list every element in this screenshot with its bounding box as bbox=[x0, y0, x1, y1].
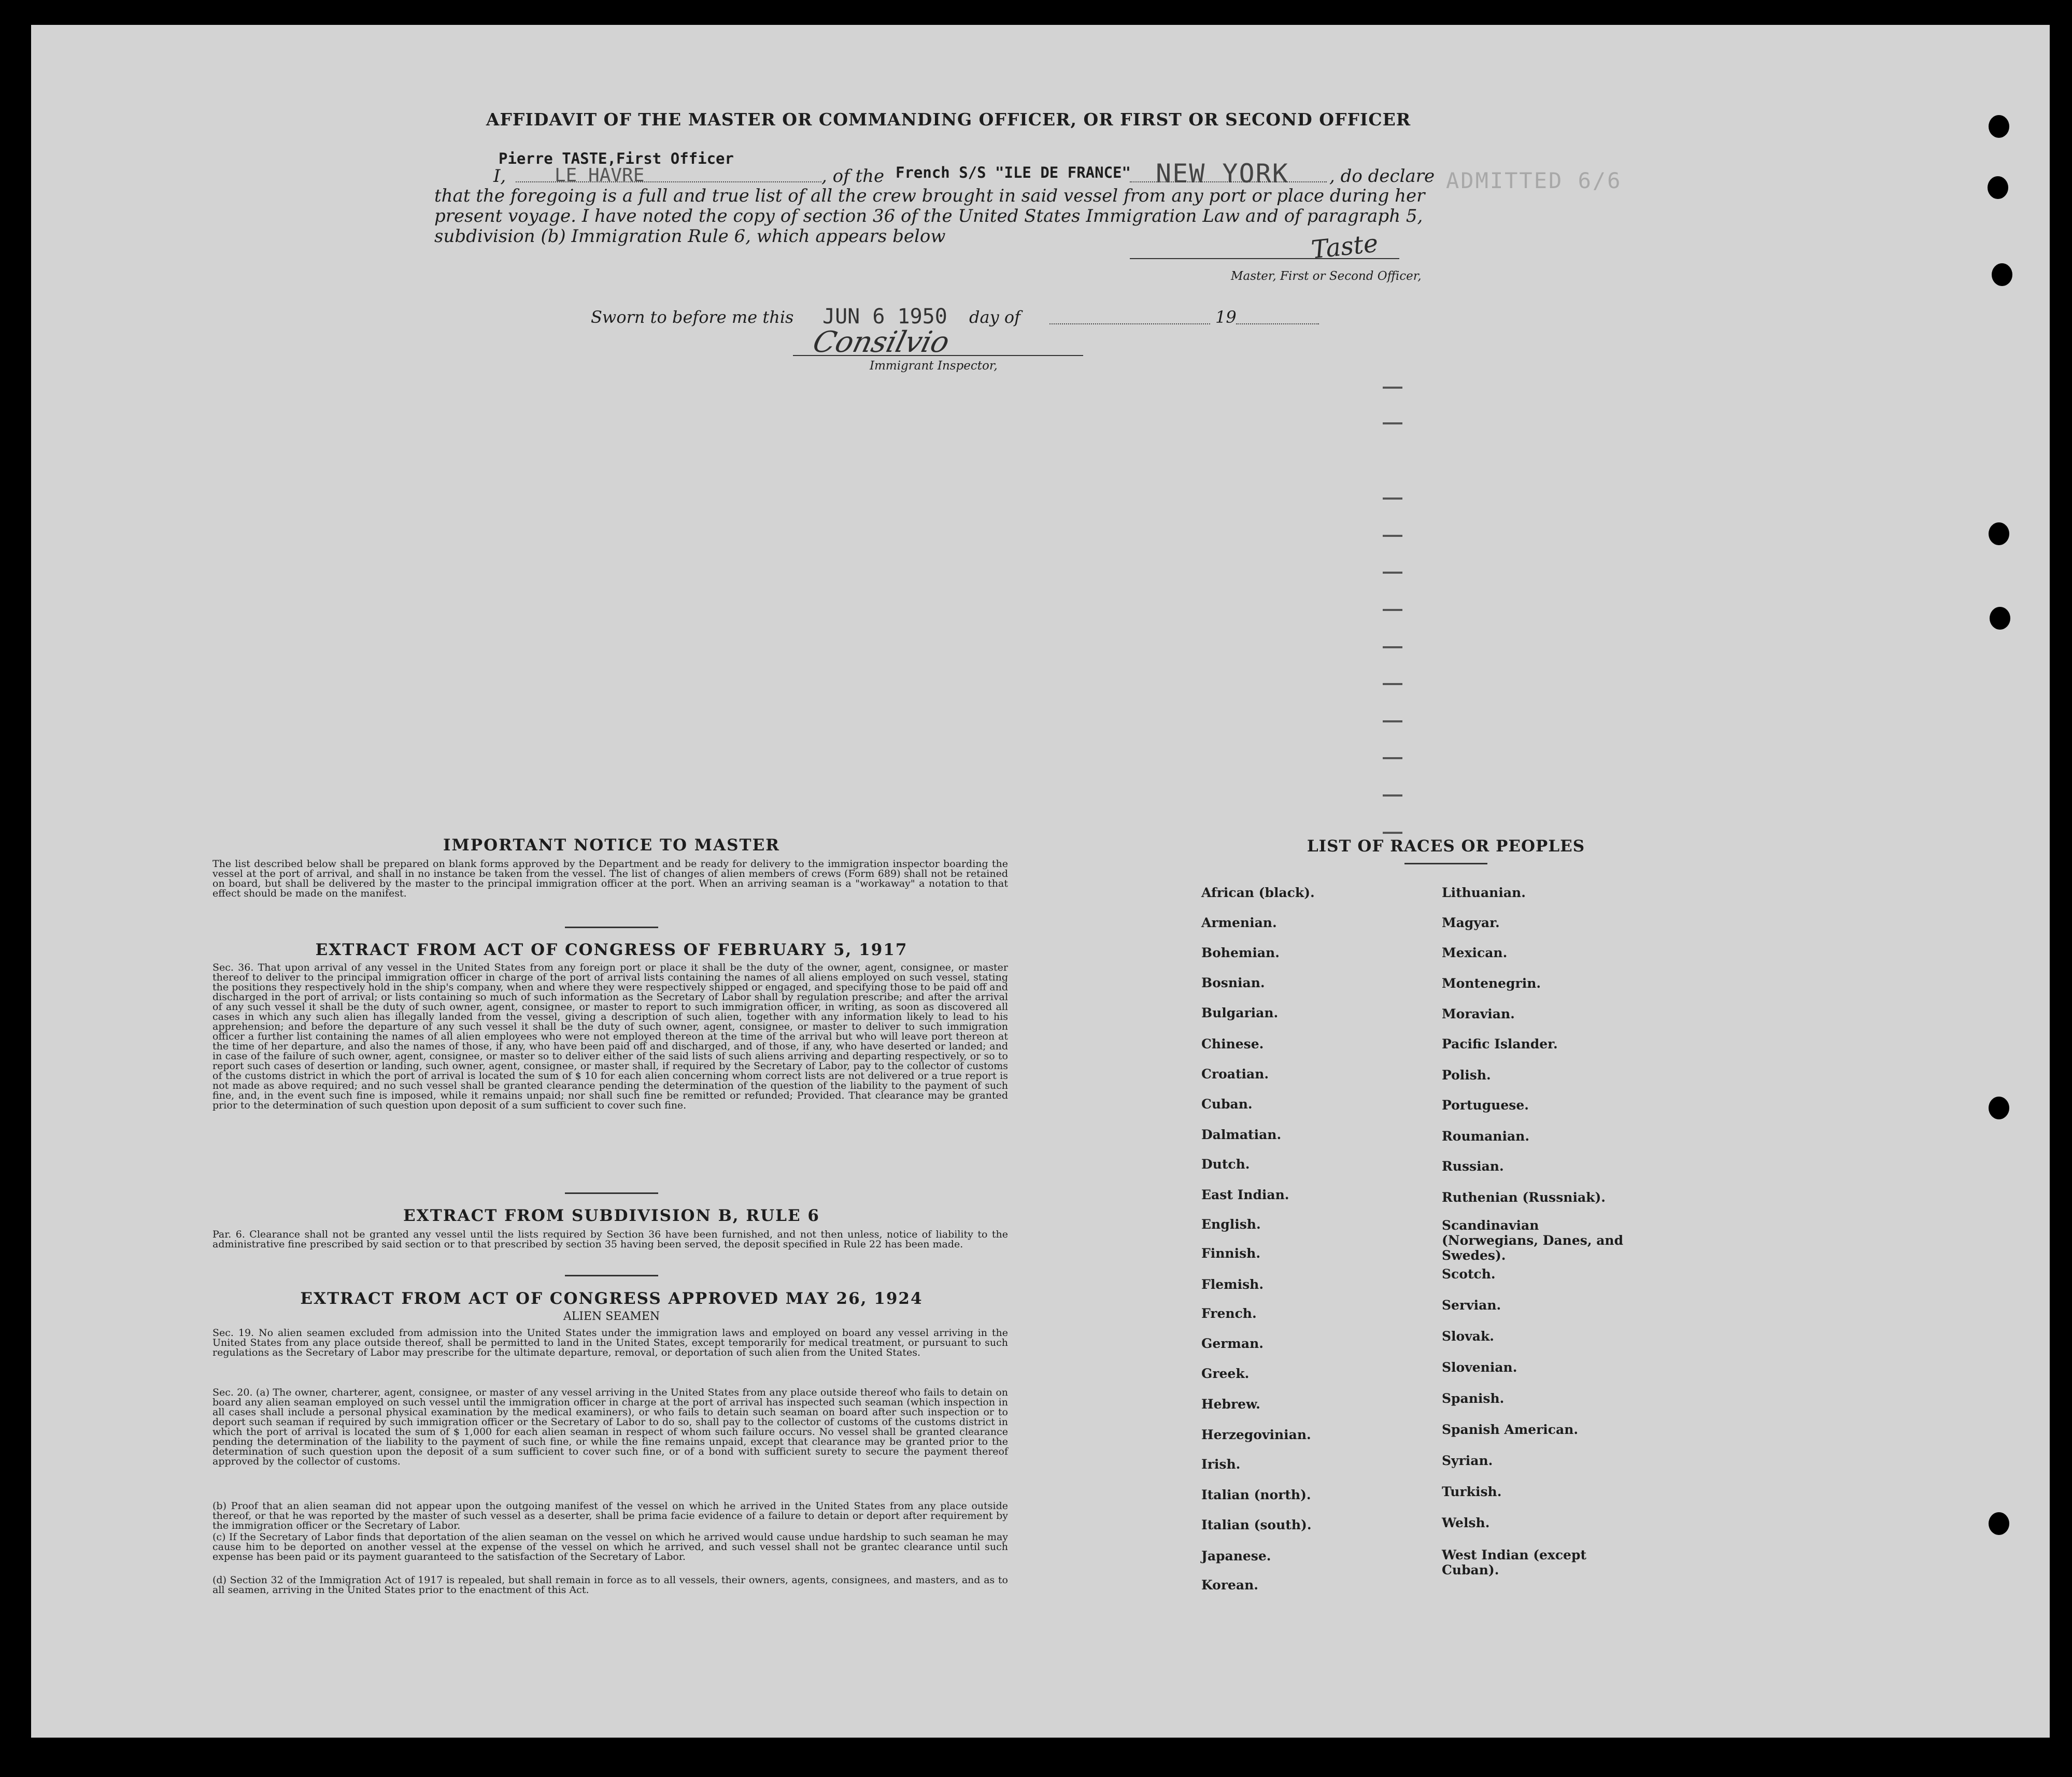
binder-hole bbox=[1988, 176, 2008, 199]
sec20a-text: Sec. 20. (a) The owner, charterer, agent, consignee, or master of any vessel arriving in the United States from any place outside thereof who fails to detain on board any alien seaman employed on such vessel until the immigration officer in charge at the port of arrival has inspected such seaman (which inspection in all cases shall include a personal physical examination by the medical examiners), or who fails to detain such seaman on board after such inspection or to deport such seaman if required by such immigration officer or the Secretary of Labor to do so, shall pay to the collector of customs of the customs district in which the port of arrival is located the sum of $ 1,000 for each alien seaman in respect of whom such failure occurs. No vessel shall be granted clearance pending the determination of the liability to the payment of such fine, or while the fine remains unpaid, except that clearance may be granted prior to the determination of such question upon the deposit of a sum sufficient to cover such fine, or of a bond with sufficient surety to secure the payment thereof approved by the collector of customs. bbox=[212, 1387, 1008, 1467]
race-item: Slovak. bbox=[1442, 1329, 1494, 1344]
race-item: Spanish American. bbox=[1442, 1422, 1579, 1437]
race-item: German. bbox=[1201, 1336, 1264, 1351]
race-item: Finnish. bbox=[1201, 1246, 1261, 1261]
section-rule bbox=[565, 1275, 658, 1276]
faint-dash bbox=[1383, 497, 1402, 500]
races-title: LIST OF RACES OR PEOPLES bbox=[1307, 837, 1585, 856]
destination-stamp: NEW YORK bbox=[1156, 159, 1289, 189]
race-item: Portuguese. bbox=[1442, 1098, 1529, 1113]
race-item: Japanese. bbox=[1201, 1548, 1271, 1563]
binder-hole bbox=[1990, 607, 2010, 630]
race-item: Chinese. bbox=[1201, 1036, 1264, 1051]
race-item: French. bbox=[1201, 1306, 1257, 1321]
notice-title: IMPORTANT NOTICE TO MASTER bbox=[443, 836, 780, 855]
declaration-line: present voyage. I have noted the copy of section 36 of the United States Immigration Law and of paragraph 5, bbox=[434, 206, 1423, 226]
year-line bbox=[1236, 323, 1319, 324]
binder-hole bbox=[1989, 1097, 2009, 1119]
inspector-caption: Immigrant Inspector, bbox=[870, 359, 998, 373]
race-item: Moravian. bbox=[1442, 1006, 1515, 1021]
faint-dash bbox=[1383, 387, 1402, 389]
race-item: English. bbox=[1201, 1217, 1261, 1232]
typed-officer-name: Pierre TASTE,First Officer bbox=[499, 150, 734, 167]
race-item: Italian (north). bbox=[1201, 1487, 1311, 1502]
race-item: Pacific Islander. bbox=[1442, 1036, 1558, 1051]
month-line bbox=[1049, 323, 1210, 324]
signature-line bbox=[1130, 258, 1399, 259]
of-the-text: , of the bbox=[821, 166, 885, 187]
race-item: Polish. bbox=[1442, 1068, 1491, 1083]
race-item: Bohemian. bbox=[1201, 945, 1280, 960]
faint-dash bbox=[1383, 683, 1402, 685]
race-item: Croatian. bbox=[1201, 1067, 1269, 1082]
faint-dash bbox=[1383, 572, 1402, 574]
year-prefix: 19 bbox=[1215, 307, 1237, 327]
binder-hole bbox=[1989, 1512, 2009, 1535]
section-rule bbox=[1404, 863, 1487, 864]
race-item: Dutch. bbox=[1201, 1157, 1250, 1172]
declaration-line: subdivision (b) Immigration Rule 6, which appears below bbox=[434, 226, 946, 247]
race-item: Spanish. bbox=[1442, 1391, 1505, 1406]
sworn-date-stamp: JUN 6 1950 bbox=[822, 305, 947, 329]
race-item: Slovenian. bbox=[1442, 1360, 1517, 1375]
sworn-text: Sworn to before me this bbox=[591, 307, 794, 327]
inspector-signature: Consilvio bbox=[809, 325, 953, 359]
declaration-line: that the foregoing is a full and true list of all the crew brought in said vessel from any port or place during her bbox=[434, 186, 1425, 206]
section-rule bbox=[565, 1192, 658, 1194]
race-item: Lithuanian. bbox=[1442, 885, 1526, 900]
extract-1924-title: EXTRACT FROM ACT OF CONGRESS APPROVED MAY 26, 1924 bbox=[300, 1289, 923, 1308]
race-item: Dalmatian. bbox=[1201, 1127, 1282, 1142]
faint-dash bbox=[1383, 832, 1402, 834]
race-item: Magyar. bbox=[1442, 915, 1500, 930]
affidavit-heading: AFFIDAVIT OF THE MASTER OR COMMANDING OFFICER, OR FIRST OR SECOND OFFICER bbox=[486, 109, 1411, 130]
race-item: Montenegrin. bbox=[1442, 976, 1541, 991]
race-item: Scandinavian (Norwegians, Danes, and Swedes). bbox=[1442, 1218, 1624, 1263]
race-item: Syrian. bbox=[1442, 1453, 1493, 1468]
rule6-title: EXTRACT FROM SUBDIVISION B, RULE 6 bbox=[403, 1206, 820, 1225]
sec19-text: Sec. 19. No alien seamen excluded from admission into the United States under the immigration laws and employed on board any vessel arriving in the United States from any place outside thereof, shall be permitted to land in the United States, except temporarily for medical treatment, or pursuant to such regulations as the Secretary of Labor may prescribe for the ultimate departure, removal, or deportation of such alien from the United States. bbox=[212, 1327, 1008, 1358]
race-item: African (black). bbox=[1201, 885, 1315, 900]
sec20b-text: (b) Proof that an alien seaman did not appear upon the outgoing manifest of the vessel on which he arrived in the United States from any place outside thereof, or that he was reported by the master of such vessel as a deserter, shall be prima facie evidence of a failure to detain or deport after requirement by the immigration officer or the Secretary of Labor. bbox=[212, 1500, 1008, 1531]
race-item: Italian (south). bbox=[1201, 1517, 1312, 1532]
race-item: Herzegovinian. bbox=[1201, 1427, 1311, 1442]
place-line bbox=[1130, 181, 1327, 182]
race-item: West Indian (except Cuban). bbox=[1442, 1547, 1586, 1577]
rule6-body: Par. 6. Clearance shall not be granted any vessel until the lists required by Section 36 have been furnished, and not then unless, notice of liability to the administrative fine prescribed by said section or to that prescribed by section 35 having been served, the deposit specified in Rule 22 has been made. bbox=[212, 1229, 1008, 1250]
race-item: Scotch. bbox=[1442, 1267, 1496, 1282]
race-item: Hebrew. bbox=[1201, 1397, 1260, 1412]
binder-hole bbox=[1989, 115, 2009, 138]
extract-1924-subtitle: ALIEN SEAMEN bbox=[563, 1310, 660, 1323]
race-item: Mexican. bbox=[1442, 945, 1508, 960]
race-item: Armenian. bbox=[1201, 915, 1277, 930]
faint-dash bbox=[1383, 757, 1402, 759]
do-declare-text: , do declare bbox=[1329, 166, 1435, 187]
race-item: Korean. bbox=[1201, 1577, 1259, 1593]
officer-signature: Taste bbox=[1310, 229, 1380, 265]
inspector-line bbox=[793, 355, 1083, 356]
faint-dash bbox=[1383, 794, 1402, 797]
race-item: Flemish. bbox=[1201, 1277, 1264, 1292]
port-stamp: LE HAVRE bbox=[555, 165, 645, 186]
faint-admitted-stamp: ADMITTED 6/6 bbox=[1446, 168, 1622, 193]
day-of-text: day of bbox=[969, 307, 1020, 327]
race-item: East Indian. bbox=[1201, 1187, 1289, 1202]
race-item: Bulgarian. bbox=[1201, 1005, 1279, 1020]
sec20c-text: (c) If the Secretary of Labor finds that deportation of the alien seaman on the vessel on which he arrived would cause undue hardship to such seaman he may cause him to be deported on another vessel at the expense of the vessel on which he arrived, and such vessel shall not be grantec clearance until such expense has been paid or its payment guaranteed to the satisfaction of the Secretary of Labor. bbox=[212, 1531, 1008, 1562]
race-item: Greek. bbox=[1201, 1366, 1250, 1381]
extract-1917-title: EXTRACT FROM ACT OF CONGRESS OF FEBRUARY 5, 1917 bbox=[315, 941, 908, 959]
faint-dash bbox=[1383, 609, 1402, 611]
extract-1917-body: Sec. 36. That upon arrival of any vessel in the United States from any foreign port or place it shall be the duty of the owner, agent, consignee, or master thereof to deliver to the principal immigration officer in charge of the port of arrival lists containing the names of all aliens employed on such vessel, stating the positions they respectively hold in the ship's company, when and where they were respectively shipped or engaged, and specifying those to be paid off and discharged in the port of arrival; or lists containing so much of such information as the Secretary of Labor shall by regulation prescribe; and after the arrival of any such vessel it shall be the duty of such owner, agent, consignee, or master to report to such immigration officer, in writing, as soon as discovered all cases in which any such alien has illegally landed from the vessel, giving a description of such alien, together with any information likely to lead to his apprehension; and before the departure of any such vessel it shall be the duty of such owner, agent, consignee, or master to deliver to such immigration officer a further list containing the names of all alien employees who were not employed thereon at the time of the arrival but who will leave port thereon at the time of her departure, and also the names of those, if any, who have been paid off and discharged, and of those, if any, who have deserted or landed; and in case of the failure of such owner, agent, consignee, or master so to deliver either of the said lists of such aliens arriving and departing respectively, or so to report such cases of desertion or landing, such owner, agent, consignee, or master shall, if required by the Secretary of Labor, pay to the collector of customs of the customs district in which the port of arrival is located the sum of $ 10 for each alien concerning whom correct lists are not delivered or a true report is not made as above required; and no such vessel shall be granted clearance pending the determination of the question of the liability to the payment of such fine, and, in the event such fine is imposed, while it remains unpaid; nor shall such fine be remitted or refunded; Provided. That clearance may be granted prior to the determination of such question upon deposit of a sum sufficient to cover such fine. bbox=[212, 962, 1008, 1111]
faint-dash bbox=[1383, 535, 1402, 537]
binder-hole bbox=[1992, 263, 2012, 286]
binder-hole bbox=[1989, 522, 2009, 545]
race-item: Cuban. bbox=[1201, 1097, 1253, 1112]
section-rule bbox=[565, 927, 658, 928]
race-item: Welsh. bbox=[1442, 1515, 1490, 1530]
notice-body: The list described below shall be prepared on blank forms approved by the Department and be ready for delivery to the immigration inspector boarding the vessel at the port of arrival, and shall in no instance be taken from the vessel. The list of changes of alien members of crews (Form 689) shall not be retained on board, but shall be delivered by the master to the principal immigration officer at the port. When an arriving seaman is a "workaway" a notation to that effect should be made on the manifest. bbox=[212, 858, 1008, 899]
manifest-page bbox=[31, 25, 2050, 1738]
race-item: Servian. bbox=[1442, 1298, 1501, 1313]
race-item: Ruthenian (Russniak). bbox=[1442, 1190, 1606, 1205]
vessel-name: French S/S "ILE DE FRANCE" bbox=[896, 164, 1131, 181]
faint-dash bbox=[1383, 646, 1402, 648]
faint-dash bbox=[1383, 720, 1402, 722]
race-item: Bosnian. bbox=[1201, 975, 1265, 990]
sec20d-text: (d) Section 32 of the Immigration Act of 1917 is repealed, but shall remain in force as to all vessels, their owners, agents, consignees, and masters, and as to all seamen, arriving in the United States prior to the enactment of this Act. bbox=[212, 1574, 1008, 1596]
faint-dash bbox=[1383, 422, 1402, 424]
race-item: Irish. bbox=[1201, 1457, 1241, 1472]
race-item: Russian. bbox=[1442, 1159, 1504, 1174]
declaration-i: I, bbox=[493, 166, 506, 187]
race-item: Roumanian. bbox=[1442, 1129, 1530, 1144]
race-item: Turkish. bbox=[1442, 1484, 1502, 1499]
officer-caption: Master, First or Second Officer, bbox=[1231, 269, 1422, 283]
